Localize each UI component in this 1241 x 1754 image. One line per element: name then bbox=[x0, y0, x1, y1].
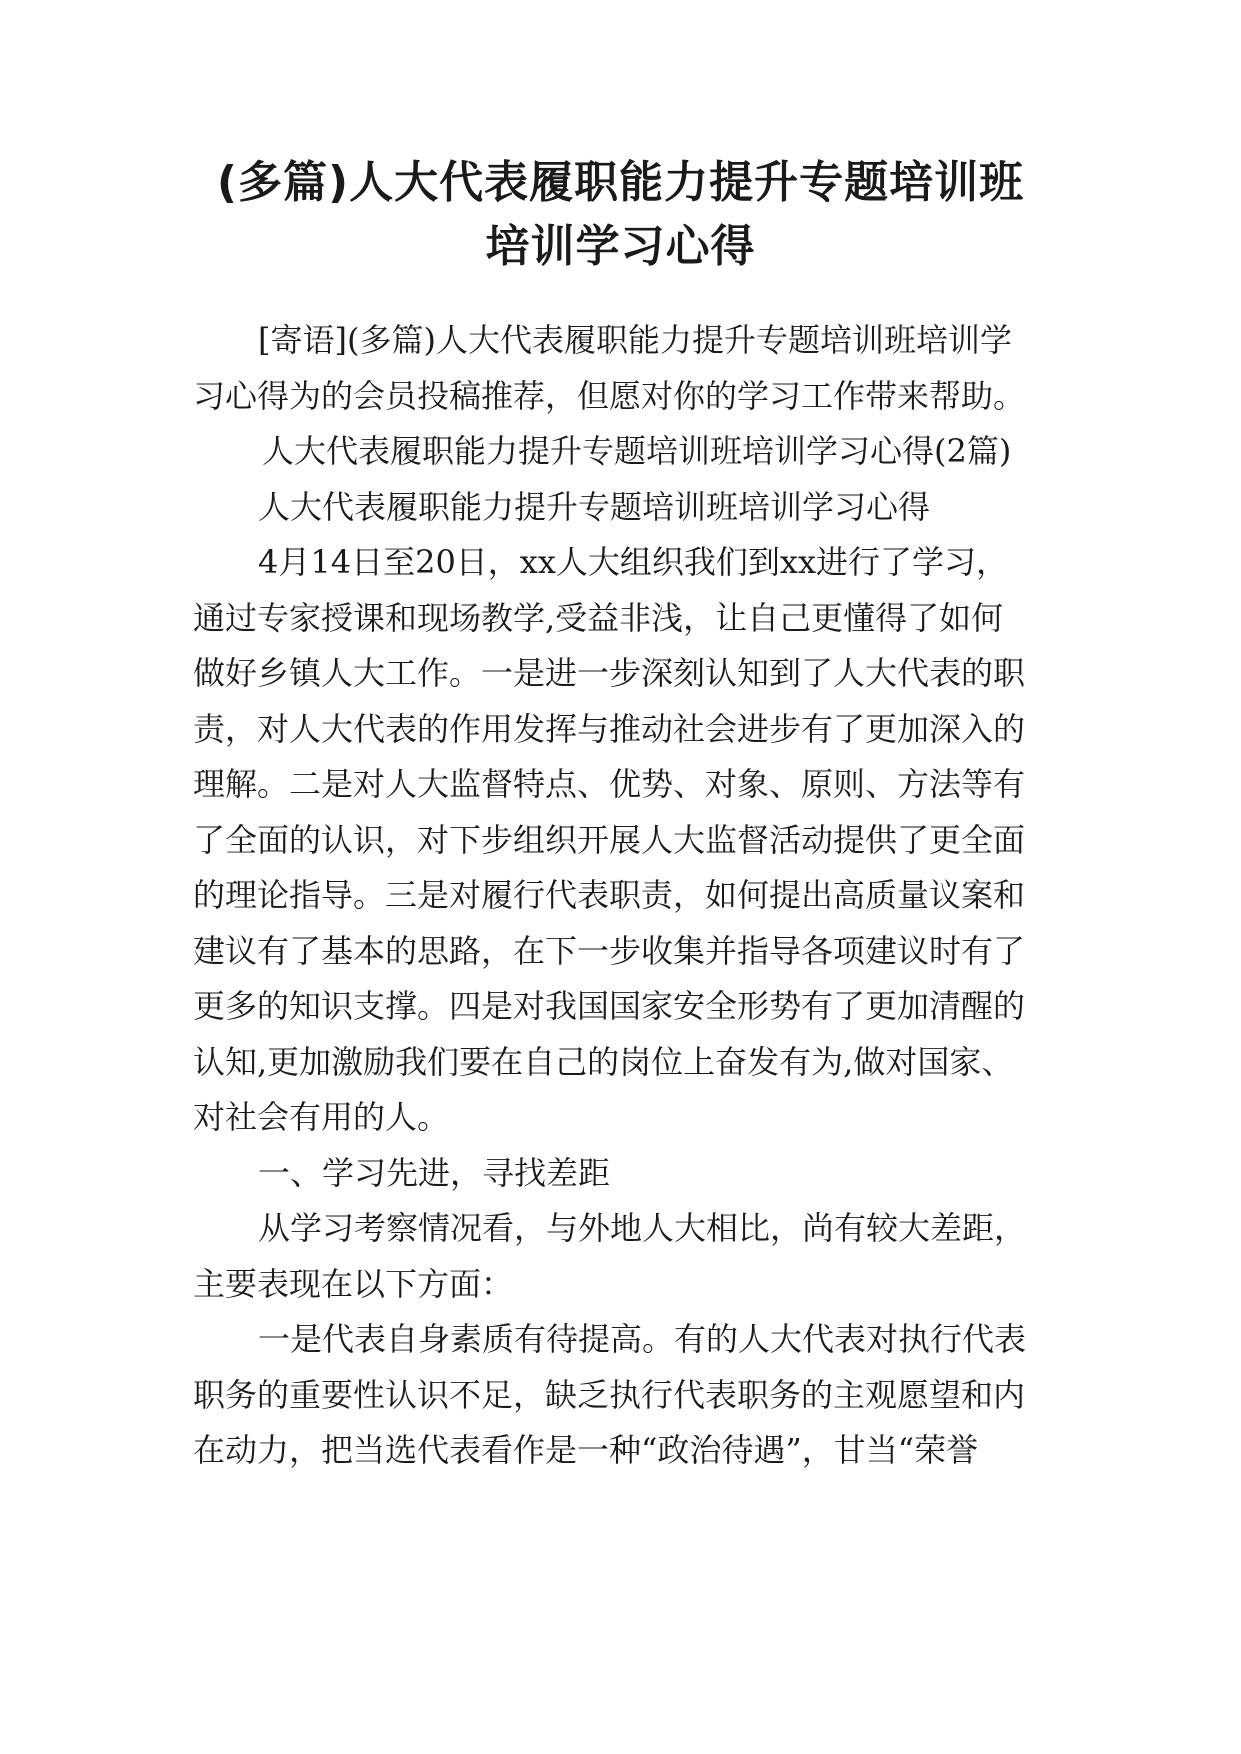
subtitle: 人大代表履职能力提升专题培训班培训学习心得 bbox=[258, 488, 931, 526]
body-line: 理解。二是对人大监督特点、优势、对象、原则、方法等有 bbox=[193, 765, 1026, 803]
body-line: 通过专家授课和现场教学,受益非浅，让自己更懂得了如何 bbox=[193, 599, 1004, 637]
body-line: 做好乡镇人大工作。一是进一步深刻认知到了人大代表的职 bbox=[193, 654, 1026, 692]
body-line: 主要表现在以下方面： bbox=[193, 1265, 514, 1303]
body-line: 职务的重要性认识不足，缺乏执行代表职务的主观愿望和内 bbox=[193, 1376, 1026, 1414]
document-title-line-1: (多篇)人大代表履职能力提升专题培训班 bbox=[216, 157, 1025, 208]
section-heading: 一、学习先进，寻找差距 bbox=[258, 1154, 611, 1192]
body-line: 认知,更加激励我们要在自己的岗位上奋发有为,做对国家、 bbox=[193, 1043, 1014, 1081]
body-line: 一是代表自身素质有待提高。有的人大代表对执行代表 bbox=[258, 1320, 1027, 1358]
preface-line-1: [寄语](多篇)人大代表履职能力提升专题培训班培训学 bbox=[258, 321, 1012, 359]
preface-line-2: 习心得为的会员投稿推荐，但愿对你的学习工作带来帮助。 bbox=[193, 377, 1026, 415]
body-line: 在动力，把当选代表看作是一种“政治待遇”，甘当“荣誉 bbox=[193, 1431, 979, 1469]
body-line: 责，对人大代表的作用发挥与推动社会进步有了更加深入的 bbox=[193, 710, 1026, 748]
document-title-line-2: 培训学习心得 bbox=[485, 221, 756, 272]
body-line: 了全面的认识，对下步组织开展人大监督活动提供了更全面 bbox=[193, 821, 1026, 859]
body-line: 4月14日至20日，xx人大组织我们到xx进行了学习， bbox=[258, 543, 1008, 581]
body-line: 的理论指导。三是对履行代表职责，如何提出高质量议案和 bbox=[193, 876, 1026, 914]
body-line: 建议有了基本的思路，在下一步收集并指导各项建议时有了 bbox=[193, 932, 1026, 970]
body-line: 更多的知识支撑。四是对我国国家安全形势有了更加清醒的 bbox=[193, 987, 1026, 1025]
body-line: 从学习考察情况看，与外地人大相比，尚有较大差距， bbox=[258, 1209, 1027, 1247]
subtitle-multi: 人大代表履职能力提升专题培训班培训学习心得(2篇) bbox=[262, 432, 1012, 470]
body-line: 对社会有用的人。 bbox=[193, 1098, 450, 1136]
